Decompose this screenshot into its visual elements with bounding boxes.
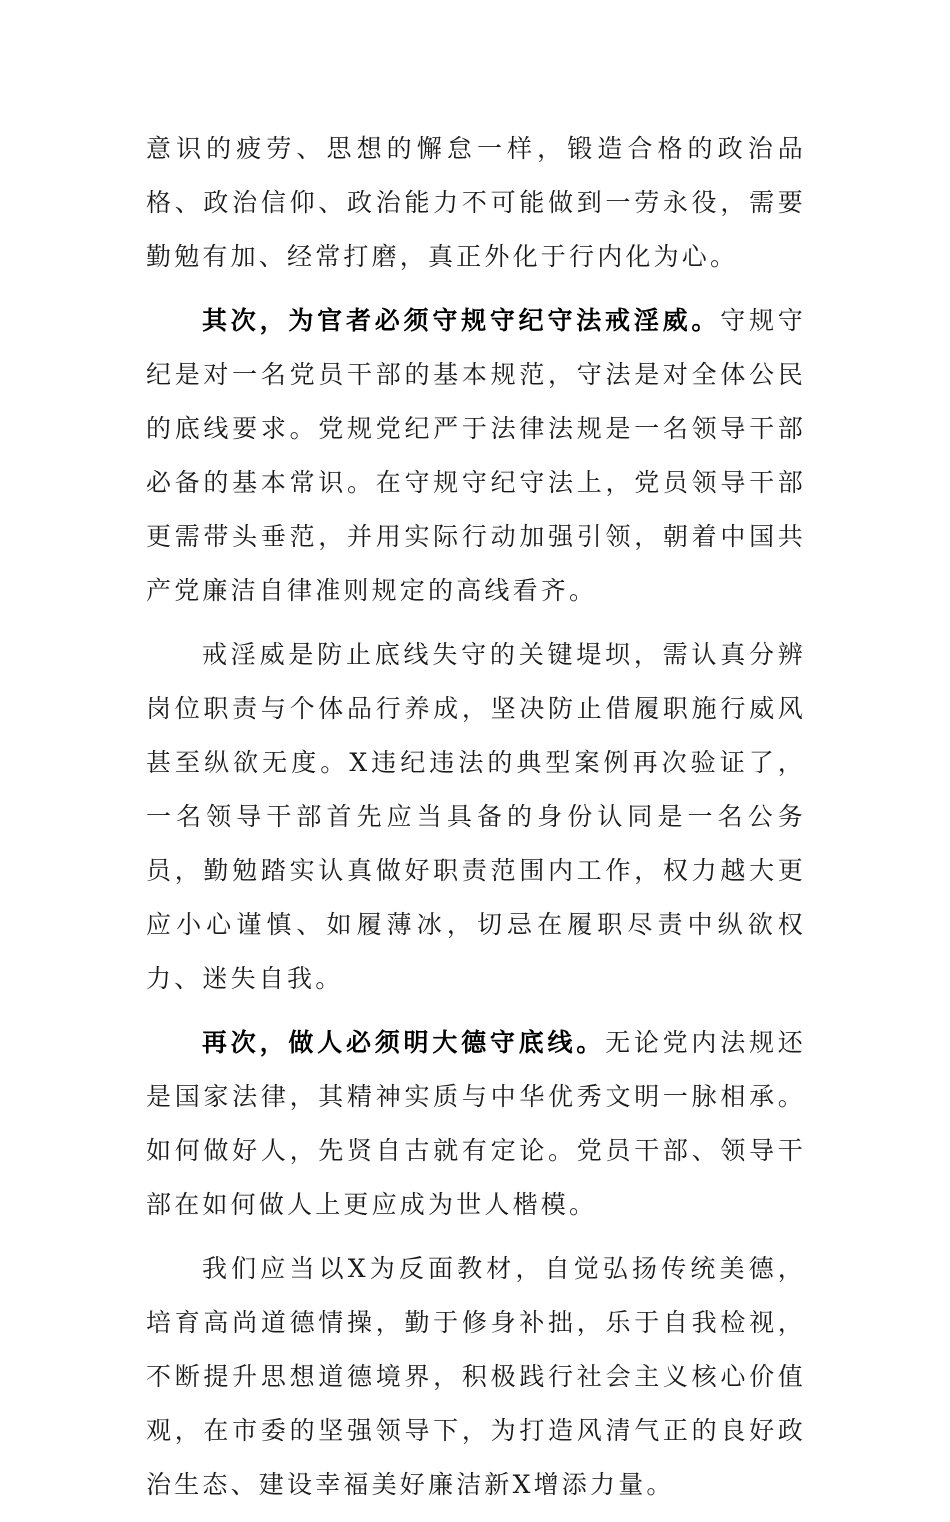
paragraph-text: 意识的疲劳、思想的懈怠一样，锻造合格的政治品格、政治信仰、政治能力不可能做到一劳永役，需要勤勉有加、经常打磨，真正外化于行内化为心。	[146, 134, 806, 271]
paragraph-heading: 再次，做人必须明大德守底线。	[202, 1028, 606, 1057]
paragraph-morality	[146, 1016, 806, 1232]
paragraph-rules-discipline	[146, 294, 806, 618]
document-body	[146, 122, 806, 1522]
paragraph-abuse-of-power	[146, 628, 806, 1006]
paragraph-text: 守规守纪是对一名党员干部的基本规范，守法是对全体公民的底线要求。党规党纪严于法律法规是一名领导干部必备的基本常识。在守规守纪守法上，党员领导干部更需带头垂范，并用实际行动加强引领，朝着中国共产党廉洁自律准则规定的高线看齐。	[146, 306, 806, 605]
paragraph-text: 我们应当以X为反面教材，自觉弘扬传统美德，培育高尚道德情操，勤于修身补拙，乐于自我检视，不断提升思想道德境界，积极践行社会主义核心价值观，在市委的坚强领导下，为打造风清气正的良好政治生态、建设幸福美好廉洁新X增添力量。	[146, 1254, 806, 1499]
paragraph-heading: 其次，为官者必须守规守纪守法戒淫威。	[202, 306, 721, 335]
paragraph-text: 无论党内法规还是国家法律，其精神实质与中华优秀文明一脉相承。如何做好人，先贤自古就有定论。党员干部、领导干部在如何做人上更应成为世人楷模。	[146, 1028, 806, 1219]
paragraph-conclusion	[146, 1242, 806, 1512]
paragraph-continuation	[146, 122, 806, 284]
paragraph-text: 戒淫威是防止底线失守的关键堤坝，需认真分辨岗位职责与个体品行养成，坚决防止借履职施行威风甚至纵欲无度。X违纪违法的典型案例再次验证了，一名领导干部首先应当具备的身份认同是一名公务员，勤勉踏实认真做好职责范围内工作，权力越大更应小心谨慎、如履薄冰，切忌在履职尽责中纵欲权力、迷失自我。	[146, 640, 806, 993]
